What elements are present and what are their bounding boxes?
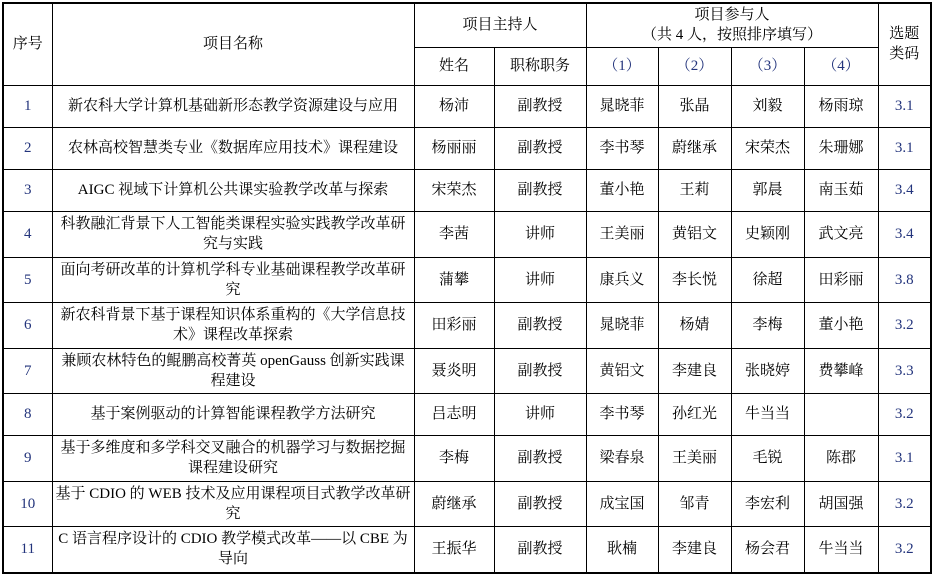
cell-row-number: 3	[3, 170, 52, 212]
cell-participant-1: 李书琴	[586, 128, 658, 170]
cell-host-title: 副教授	[494, 527, 586, 573]
cell-host-name: 聂炎明	[414, 348, 494, 394]
cell-row-number: 5	[3, 257, 52, 303]
cell-participant-3: 张晓婷	[731, 348, 804, 394]
table-row	[3, 348, 931, 394]
cell-row-number: 4	[3, 212, 52, 258]
cell-host-name: 杨沛	[414, 86, 494, 128]
header-project-host: 项目主持人	[414, 3, 586, 48]
cell-topic-code: 3.2	[878, 303, 931, 349]
cell-participant-1: 耿楠	[586, 527, 658, 573]
cell-topic-code: 3.2	[878, 481, 931, 527]
header-no: 序号	[3, 3, 52, 86]
cell-participant-2: 黄铝文	[658, 212, 731, 258]
cell-participant-4: 陈郡	[804, 436, 878, 482]
header-topic-code-line1: 选题	[889, 26, 920, 42]
header-participants-line2: （共 4 人，按照排序填写）	[642, 26, 823, 43]
table-row	[3, 128, 931, 170]
cell-participant-4: 南玉茹	[804, 170, 878, 212]
cell-row-number: 10	[3, 481, 52, 527]
cell-host-title: 讲师	[494, 257, 586, 303]
cell-host-title: 副教授	[494, 86, 586, 128]
cell-participant-2: 杨婧	[658, 303, 731, 349]
cell-participant-3: 牛当当	[731, 394, 804, 436]
cell-host-name: 田彩丽	[414, 303, 494, 349]
cell-host-name: 杨丽丽	[414, 128, 494, 170]
cell-participant-2: 张晶	[658, 86, 731, 128]
cell-host-title: 副教授	[494, 348, 586, 394]
cell-host-name: 王振华	[414, 527, 494, 573]
cell-participant-2: 李建良	[658, 527, 731, 573]
cell-participant-3: 郭晨	[731, 170, 804, 212]
table-row	[3, 257, 931, 303]
header-project-name: 项目名称	[52, 3, 414, 86]
cell-project-name: 农林高校智慧类专业《数据库应用技术》课程建设	[52, 128, 414, 170]
table-body	[3, 86, 931, 573]
table-row	[3, 170, 931, 212]
cell-topic-code: 3.4	[878, 170, 931, 212]
header-host-name: 姓名	[414, 48, 494, 86]
cell-project-name: C 语言程序设计的 CDIO 教学模式改革——以 CBE 为导向	[52, 527, 414, 573]
table-row	[3, 303, 931, 349]
cell-participant-2: 王美丽	[658, 436, 731, 482]
cell-topic-code: 3.8	[878, 257, 931, 303]
cell-row-number: 8	[3, 394, 52, 436]
cell-participant-4	[804, 394, 878, 436]
cell-row-number: 1	[3, 86, 52, 128]
cell-row-number: 11	[3, 527, 52, 573]
cell-host-name: 李梅	[414, 436, 494, 482]
header-topic-code-line2: 类码	[889, 45, 920, 62]
cell-project-name: 新农科大学计算机基础新形态教学资源建设与应用	[52, 86, 414, 128]
cell-project-name: 基于案例驱动的计算智能课程教学方法研究	[52, 394, 414, 436]
cell-participant-2: 李建良	[658, 348, 731, 394]
header-participant-2: （2）	[658, 48, 731, 86]
header-participants-line1: 项目参与人	[694, 7, 770, 23]
table-header	[3, 3, 931, 86]
cell-host-title: 副教授	[494, 128, 586, 170]
cell-host-name: 蒲攀	[414, 257, 494, 303]
cell-row-number: 9	[3, 436, 52, 482]
cell-participant-3: 史颖刚	[731, 212, 804, 258]
cell-topic-code: 3.4	[878, 212, 931, 258]
cell-participant-4: 武文亮	[804, 212, 878, 258]
header-topic-code	[878, 3, 931, 86]
header-participants	[586, 3, 878, 48]
cell-topic-code: 3.2	[878, 527, 931, 573]
cell-participant-2: 邹青	[658, 481, 731, 527]
table-row	[3, 86, 931, 128]
cell-host-title: 讲师	[494, 394, 586, 436]
cell-host-name: 蔚继承	[414, 481, 494, 527]
cell-topic-code: 3.2	[878, 394, 931, 436]
cell-row-number: 6	[3, 303, 52, 349]
cell-row-number: 2	[3, 128, 52, 170]
cell-participant-2: 孙红光	[658, 394, 731, 436]
cell-participant-3: 李梅	[731, 303, 804, 349]
cell-project-name: 基于 CDIO 的 WEB 技术及应用课程项目式教学改革研究	[52, 481, 414, 527]
cell-participant-3: 宋荣杰	[731, 128, 804, 170]
cell-participant-4: 董小艳	[804, 303, 878, 349]
cell-participant-1: 董小艳	[586, 170, 658, 212]
table-row	[3, 394, 931, 436]
cell-project-name: 兼顾农林特色的鲲鹏高校菁英 openGauss 创新实践课程建设	[52, 348, 414, 394]
cell-project-name: 新农科背景下基于课程知识体系重构的《大学信息技术》课程改革探索	[52, 303, 414, 349]
table-row	[3, 212, 931, 258]
cell-participant-4: 费攀峰	[804, 348, 878, 394]
cell-row-number: 7	[3, 348, 52, 394]
cell-host-name: 吕志明	[414, 394, 494, 436]
cell-host-title: 副教授	[494, 481, 586, 527]
cell-host-title: 副教授	[494, 436, 586, 482]
cell-participant-1: 晁晓菲	[586, 303, 658, 349]
cell-participant-4: 胡国强	[804, 481, 878, 527]
cell-participant-3: 徐超	[731, 257, 804, 303]
cell-host-title: 讲师	[494, 212, 586, 258]
cell-participant-4: 杨雨琼	[804, 86, 878, 128]
cell-participant-1: 梁春泉	[586, 436, 658, 482]
cell-host-name: 李茜	[414, 212, 494, 258]
cell-participant-1: 成宝国	[586, 481, 658, 527]
cell-participant-3: 刘毅	[731, 86, 804, 128]
cell-host-title: 副教授	[494, 170, 586, 212]
cell-participant-1: 黄铝文	[586, 348, 658, 394]
table-row	[3, 481, 931, 527]
cell-participant-4: 朱珊娜	[804, 128, 878, 170]
cell-participant-3: 杨会君	[731, 527, 804, 573]
cell-participant-4: 田彩丽	[804, 257, 878, 303]
header-participant-4: （4）	[804, 48, 878, 86]
projects-table	[2, 2, 932, 574]
cell-topic-code: 3.1	[878, 128, 931, 170]
cell-topic-code: 3.1	[878, 436, 931, 482]
table-row	[3, 436, 931, 482]
cell-project-name: AIGC 视域下计算机公共课实验教学改革与探索	[52, 170, 414, 212]
cell-participant-3: 毛锐	[731, 436, 804, 482]
cell-participant-1: 王美丽	[586, 212, 658, 258]
table-row	[3, 527, 931, 573]
cell-participant-1: 晁晓菲	[586, 86, 658, 128]
cell-host-name: 宋荣杰	[414, 170, 494, 212]
cell-participant-2: 李长悦	[658, 257, 731, 303]
cell-participant-2: 王莉	[658, 170, 731, 212]
header-host-title: 职称职务	[494, 48, 586, 86]
cell-topic-code: 3.1	[878, 86, 931, 128]
cell-project-name: 面向考研改革的计算机学科专业基础课程教学改革研究	[52, 257, 414, 303]
cell-participant-3: 李宏利	[731, 481, 804, 527]
cell-participant-4: 牛当当	[804, 527, 878, 573]
cell-participant-1: 康兵义	[586, 257, 658, 303]
header-participant-3: （3）	[731, 48, 804, 86]
cell-participant-2: 蔚继承	[658, 128, 731, 170]
cell-project-name: 基于多维度和多学科交叉融合的机器学习与数据挖掘课程建设研究	[52, 436, 414, 482]
cell-participant-1: 李书琴	[586, 394, 658, 436]
cell-project-name: 科教融汇背景下人工智能类课程实验实践教学改革研究与实践	[52, 212, 414, 258]
cell-topic-code: 3.3	[878, 348, 931, 394]
cell-host-title: 副教授	[494, 303, 586, 349]
header-participant-1: （1）	[586, 48, 658, 86]
